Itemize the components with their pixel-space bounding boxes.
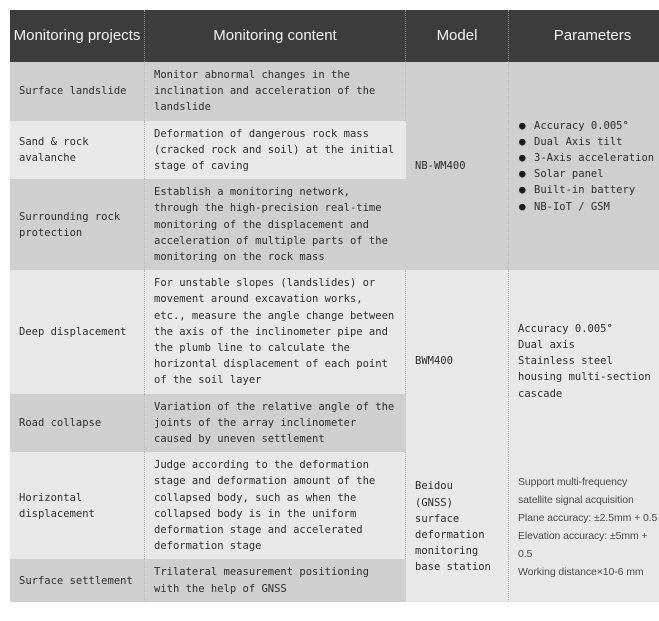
cell-parameters-nb-wm400 bbox=[509, 62, 659, 270]
bullet-icon: ● bbox=[519, 134, 526, 148]
cell-project-surface-landslide: Surface landslide bbox=[10, 62, 145, 121]
parameter-text: NB-IoT / GSM bbox=[534, 200, 610, 213]
parameter-bullet-list bbox=[518, 118, 659, 215]
cell-project-deep-displacement: Deep displacement bbox=[10, 270, 145, 393]
parameter-text: Plane accuracy: ±2.5mm + 0.5 bbox=[518, 512, 658, 525]
bullet-icon: ● bbox=[519, 150, 526, 164]
parameter-text: Accuracy 0.005° bbox=[518, 322, 613, 335]
cell-content-horizontal-displacement: Judge according to the deformation stage and deformation amount of the collapsed body, such as when the collapsed body is in the uniform deformation stage and accelerated deformation stage bbox=[145, 452, 406, 559]
parameter-text: cascade bbox=[518, 387, 563, 400]
cell-parameters-bwm400 bbox=[509, 270, 659, 452]
parameter-text: Solar panel bbox=[534, 168, 604, 181]
table-row bbox=[10, 62, 659, 121]
parameter-text: Support multi-frequency bbox=[518, 476, 628, 489]
parameter-text: Accuracy 0.005° bbox=[534, 119, 629, 132]
cell-content-surrounding-rock-protection: Establish a monitoring network, through the high-precision real-time monitoring of the displacement and acceleration of multiple parts of the monitoring on the rock mass bbox=[145, 179, 406, 270]
model-text: deformation bbox=[415, 529, 485, 542]
cell-project-surrounding-rock-protection: Surrounding rock protection bbox=[10, 179, 145, 270]
list-item bbox=[518, 118, 659, 134]
parameter-text: Working distance×10-6 mm bbox=[518, 566, 644, 579]
cell-project-horizontal-displacement: Horizontal displacement bbox=[10, 452, 145, 559]
parameter-text: housing multi-section bbox=[518, 371, 651, 384]
cell-content-surface-settlement: Trilateral measurement positioning with the help of GNSS bbox=[145, 559, 406, 601]
table-row bbox=[10, 452, 659, 559]
column-header-monitoring-projects: Monitoring projects bbox=[10, 10, 145, 62]
parameter-text: Built-in battery bbox=[534, 184, 636, 197]
parameter-text: 3-Axis acceleration bbox=[534, 151, 655, 164]
parameter-text: Stainless steel bbox=[518, 355, 613, 368]
cell-content-deep-displacement: For unstable slopes (landslides) or movement around excavation works, etc., measure the angle change between the axis of the inclinometer pipe and the plumb line to calculate the horizontal displacement of each point of the soil layer bbox=[145, 270, 406, 393]
table-body bbox=[10, 62, 659, 602]
parameter-text: Dual axis bbox=[518, 338, 575, 351]
bullet-icon: ● bbox=[519, 167, 526, 181]
parameter-line-group bbox=[518, 321, 659, 402]
cell-model-beidou-gnss bbox=[406, 452, 509, 602]
bullet-icon: ● bbox=[519, 199, 526, 213]
bullet-icon: ● bbox=[519, 183, 526, 197]
model-text: Beidou bbox=[415, 480, 453, 493]
model-line-group bbox=[415, 478, 500, 575]
list-item bbox=[518, 150, 659, 166]
cell-content-surface-landslide: Monitor abnormal changes in the inclination and acceleration of the landslide bbox=[145, 62, 406, 121]
bullet-icon: ● bbox=[519, 118, 526, 132]
monitoring-spec-table bbox=[10, 10, 659, 602]
list-item bbox=[518, 199, 659, 215]
column-header-parameters: Parameters bbox=[509, 10, 659, 62]
parameter-text: Dual Axis tilt bbox=[534, 135, 623, 148]
cell-parameters-beidou-gnss bbox=[509, 452, 659, 602]
parameter-text: 0.5 bbox=[518, 548, 533, 561]
column-header-model: Model bbox=[406, 10, 509, 62]
table-header bbox=[10, 10, 659, 62]
cell-project-road-collapse: Road collapse bbox=[10, 394, 145, 453]
model-text: (GNSS) bbox=[415, 496, 453, 509]
model-text: surface bbox=[415, 512, 460, 525]
model-text: monitoring bbox=[415, 545, 479, 558]
parameter-text: Elevation accuracy: ±5mm + bbox=[518, 530, 648, 543]
model-text: base station bbox=[415, 561, 491, 574]
cell-content-sand-rock-avalanche: Deformation of dangerous rock mass (cracked rock and soil) at the initial stage of caving bbox=[145, 121, 406, 180]
list-item bbox=[518, 166, 659, 182]
table-row bbox=[10, 270, 659, 393]
parameter-text: satellite signal acquisition bbox=[518, 494, 634, 507]
cell-project-sand-rock-avalanche: Sand & rock avalanche bbox=[10, 121, 145, 180]
cell-content-road-collapse: Variation of the relative angle of the joints of the array inclinometer caused by uneven settlement bbox=[145, 394, 406, 453]
header-row bbox=[10, 10, 659, 62]
list-item bbox=[518, 134, 659, 150]
cell-model-bwm400: BWM400 bbox=[406, 270, 509, 452]
list-item bbox=[518, 182, 659, 198]
cell-model-nb-wm400: NB-WM400 bbox=[406, 62, 509, 270]
column-header-monitoring-content: Monitoring content bbox=[145, 10, 406, 62]
cell-project-surface-settlement: Surface settlement bbox=[10, 559, 145, 601]
parameter-line-group bbox=[518, 473, 659, 581]
